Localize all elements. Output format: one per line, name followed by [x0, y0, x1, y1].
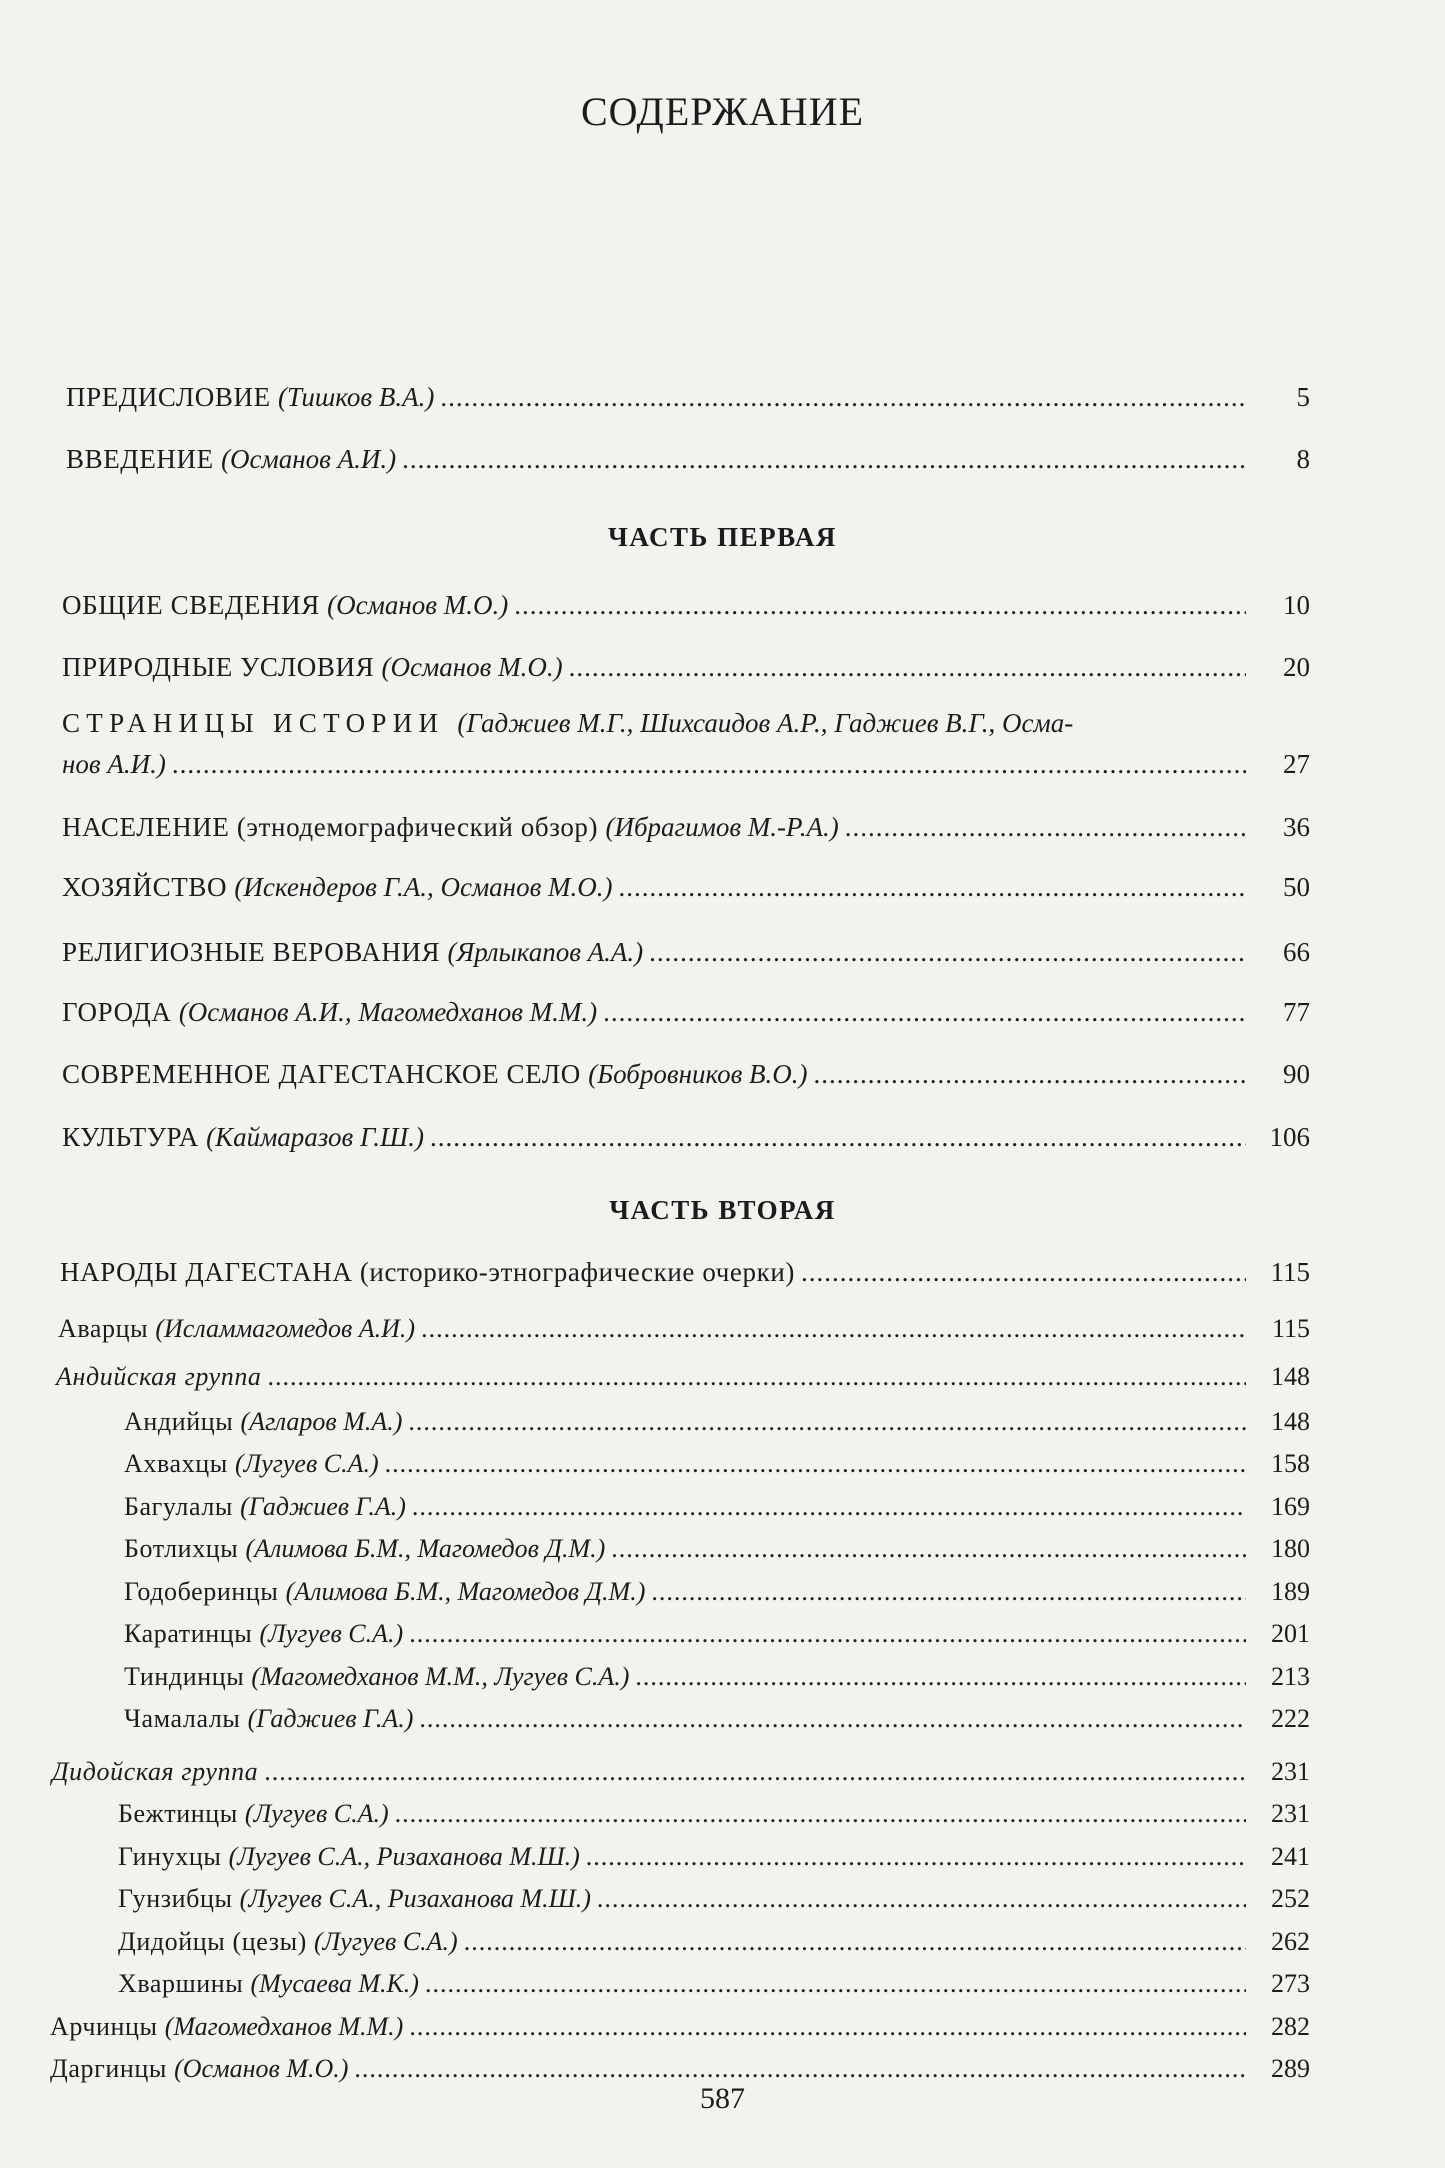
- toc-entry-label: [62, 1057, 808, 1091]
- toc-entry-page: 77: [1283, 997, 1310, 1027]
- toc-entry[interactable]: [62, 650, 1310, 684]
- toc-entry-title: Аварцы: [58, 1314, 156, 1343]
- toc-entry-authors: (Османов М.О.): [327, 590, 509, 620]
- dot-leader: [421, 1312, 1246, 1346]
- toc-entry-page: 36: [1283, 812, 1310, 842]
- toc-entry-authors: (Исламмагомедов А.И.): [155, 1314, 416, 1343]
- dot-leader: [385, 1447, 1246, 1481]
- toc-entry-page: 106: [1269, 1122, 1310, 1152]
- dot-leader: [409, 1617, 1246, 1651]
- toc-entry-title: Каратинцы: [124, 1619, 260, 1648]
- toc-entry-authors: (Лугуев С.А., Ризаханова М.Ш.): [239, 1884, 591, 1913]
- toc-entry[interactable]: [124, 1702, 1310, 1736]
- toc-entry-title: ХОЗЯЙСТВО: [62, 872, 235, 902]
- toc-entry-label: [124, 1702, 413, 1736]
- toc-entry[interactable]: [124, 1660, 1310, 1694]
- dot-leader: [514, 588, 1246, 622]
- toc-entry-title: Чамалалы: [124, 1704, 248, 1733]
- toc-entry-page: 115: [1271, 1314, 1310, 1343]
- toc-entry-page: 231: [1271, 1799, 1310, 1828]
- toc-entry-label: [62, 747, 166, 781]
- toc-entry-label: [124, 1532, 605, 1566]
- toc-entry-label: [62, 588, 508, 622]
- dot-leader: [412, 1490, 1246, 1524]
- dot-leader: [814, 1057, 1246, 1091]
- toc-entry-authors: (Каймаразов Г.Ш.): [206, 1122, 424, 1152]
- toc-entry-label: [56, 1360, 262, 1394]
- dot-leader: [586, 1840, 1246, 1874]
- dot-leader: [425, 1967, 1246, 2001]
- dot-leader: [635, 1660, 1246, 1694]
- toc-entry[interactable]: [56, 1360, 1310, 1394]
- toc-entry[interactable]: [124, 1490, 1310, 1524]
- toc-entry-title: РЕЛИГИОЗНЫЕ ВЕРОВАНИЯ: [62, 937, 448, 967]
- page-number: 587: [700, 2082, 745, 2115]
- toc-entry[interactable]: [66, 442, 1310, 476]
- toc-entry[interactable]: [62, 747, 1310, 781]
- toc-entry-label: [62, 650, 563, 684]
- toc-entry-authors: (Алимова Б.М., Магомедов Д.М.): [245, 1534, 606, 1563]
- dot-leader: [395, 1797, 1246, 1831]
- toc-entry-label: [124, 1575, 645, 1609]
- toc-entry[interactable]: [52, 1755, 1310, 1789]
- toc-entry-page: 189: [1271, 1577, 1310, 1606]
- toc-entry-first-line[interactable]: [62, 706, 1073, 740]
- toc-entry-page: 90: [1283, 1059, 1310, 1089]
- dot-leader: [409, 2010, 1246, 2044]
- toc-entry[interactable]: [124, 1447, 1310, 1481]
- toc-entry-title: ОБЩИЕ СВЕДЕНИЯ: [62, 590, 328, 620]
- toc-entry-page: 148: [1271, 1362, 1310, 1391]
- toc-entry-page: 201: [1271, 1619, 1310, 1648]
- toc-entry-label: [62, 810, 839, 844]
- dot-leader: [402, 442, 1246, 476]
- dot-leader: [845, 810, 1246, 844]
- toc-entry[interactable]: [62, 1057, 1310, 1091]
- toc-entry-title: ПРЕДИСЛОВИЕ: [66, 382, 279, 412]
- toc-entry-label: [58, 1312, 415, 1346]
- toc-entry-label: [50, 2010, 403, 2044]
- toc-entry-title: Тиндинцы: [124, 1662, 252, 1691]
- toc-entry-authors: (Гаджиев Г.А.): [240, 1492, 406, 1521]
- toc-entry[interactable]: [62, 995, 1310, 1029]
- toc-entry-title: Годоберинцы: [124, 1577, 286, 1606]
- toc-entry[interactable]: [62, 1120, 1310, 1154]
- toc-entry-page: 222: [1271, 1704, 1310, 1733]
- part-heading: ЧАСТЬ ВТОРАЯ: [609, 1195, 836, 1225]
- toc-entry-label: [124, 1447, 379, 1481]
- toc-entry[interactable]: [62, 810, 1310, 844]
- toc-entry-page: 262: [1271, 1927, 1310, 1956]
- toc-entry[interactable]: [118, 1967, 1310, 2001]
- toc-entry-label: [118, 1840, 580, 1874]
- toc-entry-label: [124, 1660, 629, 1694]
- toc-entry[interactable]: [60, 1255, 1310, 1289]
- toc-entry-authors: (Лугуев С.А.): [314, 1927, 458, 1956]
- toc-entry-page: 50: [1283, 872, 1310, 902]
- toc-entry-page: 66: [1283, 937, 1310, 967]
- toc-entry-label: [62, 870, 613, 904]
- toc-entry-page: 5: [1296, 382, 1310, 412]
- toc-entry-authors: (Гаджиев М.Г., Шихсаидов А.Р., Гаджиев В.Г., Осма-: [457, 708, 1074, 738]
- toc-entry-authors: (Мусаева М.К.): [250, 1969, 419, 1998]
- toc-entry-title: СТРАНИЦЫ ИСТОРИИ: [62, 708, 458, 738]
- toc-entry-page: 231: [1271, 1757, 1310, 1786]
- toc-entry-authors: (Лугуев С.А.): [259, 1619, 404, 1648]
- toc-entry[interactable]: [124, 1405, 1310, 1439]
- toc-entry-page: 115: [1270, 1257, 1310, 1287]
- toc-entry[interactable]: [118, 1882, 1310, 1916]
- toc-entry-title: Багулалы: [124, 1492, 241, 1521]
- dot-leader: [611, 1532, 1246, 1566]
- dot-leader: [440, 380, 1246, 414]
- dot-leader: [464, 1925, 1246, 1959]
- dot-leader: [268, 1360, 1246, 1394]
- toc-entry-page: 252: [1271, 1884, 1310, 1913]
- toc-entry-label: [118, 1925, 458, 1959]
- toc-entry-title: НАСЕЛЕНИЕ (этнодемографический обзор): [62, 812, 606, 842]
- toc-entry[interactable]: [62, 935, 1310, 969]
- toc-entry-authors: (Тишков В.А.): [278, 382, 435, 412]
- dot-leader: [603, 995, 1246, 1029]
- dot-leader: [651, 1575, 1246, 1609]
- toc-entry[interactable]: [118, 1797, 1310, 1831]
- toc-entry-label: [66, 380, 434, 414]
- toc-entry-authors: (Ярлыкапов А.А.): [447, 937, 644, 967]
- toc-entry-label: [60, 1255, 795, 1289]
- toc-entry-title: Андийская группа: [56, 1362, 262, 1391]
- toc-entry-page: 282: [1271, 2012, 1310, 2041]
- dot-leader: [408, 1405, 1246, 1439]
- toc-entry-authors: (Османов М.О.): [381, 652, 563, 682]
- toc-entry-authors: (Гаджиев Г.А.): [247, 1704, 414, 1733]
- toc-entry-title: Даргинцы: [50, 2054, 175, 2083]
- toc-entry-page: 27: [1283, 749, 1310, 779]
- toc-entry[interactable]: [58, 1312, 1310, 1346]
- toc-entry-title: ВВЕДЕНИЕ: [66, 444, 222, 474]
- toc-entry-authors: (Ибрагимов М.-Р.А.): [605, 812, 839, 842]
- toc-entry[interactable]: [124, 1575, 1310, 1609]
- toc-entry-title: ПРИРОДНЫЕ УСЛОВИЯ: [62, 652, 382, 682]
- toc-entry-authors: (Бобровников В.О.): [588, 1059, 808, 1089]
- toc-entry-page: 169: [1271, 1492, 1310, 1521]
- toc-entry-authors: (Магомедханов М.М.): [164, 2012, 404, 2041]
- dot-leader: [619, 870, 1246, 904]
- toc-entry[interactable]: [62, 870, 1310, 904]
- toc-entry[interactable]: [62, 588, 1310, 622]
- toc-entry[interactable]: [124, 1617, 1310, 1651]
- dot-leader: [419, 1702, 1246, 1736]
- dot-leader: [649, 935, 1246, 969]
- toc-entry-page: 148: [1271, 1407, 1310, 1436]
- dot-leader: [172, 747, 1246, 781]
- toc-entry-authors: (Магомедханов М.М., Лугуев С.А.): [251, 1662, 630, 1691]
- toc-entry-authors: (Лугуев С.А., Ризаханова М.Ш.): [228, 1842, 580, 1871]
- toc-entry-label: [118, 1967, 419, 2001]
- toc-entry-title: Дидойская группа: [52, 1757, 259, 1786]
- toc-entry-authors: (Алимова Б.М., Магомедов Д.М.): [285, 1577, 646, 1606]
- toc-entry-title: Хваршины: [118, 1969, 251, 1998]
- toc-entry-label: [50, 2052, 348, 2086]
- toc-entry-title: НАРОДЫ ДАГЕСТАНА (историко-этнографические очерки): [60, 1257, 795, 1287]
- part-heading: ЧАСТЬ ПЕРВАЯ: [608, 522, 837, 552]
- toc-entry[interactable]: [66, 380, 1310, 414]
- toc-entry-title: Андийцы: [124, 1407, 241, 1436]
- toc-entry[interactable]: [118, 1840, 1310, 1874]
- toc-entry-label: [62, 935, 643, 969]
- dot-leader: [430, 1120, 1246, 1154]
- toc-entry-title: Ботлихцы: [124, 1534, 246, 1563]
- toc-entry-title: Ахвахцы: [124, 1449, 235, 1478]
- toc-entry-authors: нов А.И.): [62, 749, 166, 779]
- toc-entry-label: [118, 1797, 389, 1831]
- toc-entry-page: 8: [1296, 444, 1310, 474]
- toc-entry-title: Дидойцы (цезы): [118, 1927, 315, 1956]
- toc-entry-page: 10: [1283, 590, 1310, 620]
- dot-leader: [597, 1882, 1246, 1916]
- toc-entry-title: КУЛЬТУРА: [62, 1122, 207, 1152]
- toc-entry-title: Арчинцы: [50, 2012, 165, 2041]
- toc-entry-title: Гунзибцы: [118, 1884, 240, 1913]
- toc-entry-page: 273: [1271, 1969, 1310, 1998]
- toc-entry-page: 20: [1283, 652, 1310, 682]
- toc-entry-page: 180: [1271, 1534, 1310, 1563]
- toc-entry-authors: (Лугуев С.А.): [244, 1799, 389, 1828]
- toc-entry-title: ГОРОДА: [62, 997, 179, 1027]
- page-title: СОДЕРЖАНИЕ: [580, 89, 865, 134]
- toc-entry[interactable]: [118, 1925, 1310, 1959]
- toc-entry-authors: (Искендеров Г.А., Османов М.О.): [234, 872, 613, 902]
- toc-entry-title: Гинухцы: [118, 1842, 229, 1871]
- toc-entry-label: [62, 995, 597, 1029]
- toc-entry-label: [124, 1405, 402, 1439]
- toc-entry-page: 289: [1271, 2054, 1310, 2083]
- toc-entry-authors: (Лугуев С.А.): [234, 1449, 379, 1478]
- toc-entry-label: [52, 1755, 258, 1789]
- dot-leader: [354, 2052, 1246, 2086]
- toc-entry-title: СОВРЕМЕННОЕ ДАГЕСТАНСКОЕ СЕЛО: [62, 1059, 589, 1089]
- dot-leader: [801, 1255, 1246, 1289]
- toc-entry-authors: (Османов А.И., Магомедханов М.М.): [178, 997, 598, 1027]
- toc-entry[interactable]: [50, 2052, 1310, 2086]
- toc-entry[interactable]: [124, 1532, 1310, 1566]
- toc-entry-label: [62, 1120, 424, 1154]
- toc-entry-authors: (Османов М.О.): [174, 2054, 349, 2083]
- toc-entry-label: [124, 1617, 403, 1651]
- toc-entry-page: 213: [1271, 1662, 1310, 1691]
- toc-entry-title: Бежтинцы: [118, 1799, 245, 1828]
- toc-entry[interactable]: [50, 2010, 1310, 2044]
- toc-entry-label: [124, 1490, 406, 1524]
- toc-entry-authors: (Агларов М.А.): [240, 1407, 403, 1436]
- toc-entry-label: [66, 442, 396, 476]
- toc-entry-authors: (Османов А.И.): [221, 444, 397, 474]
- toc-entry-page: 241: [1271, 1842, 1310, 1871]
- toc-entry-page: 158: [1271, 1449, 1310, 1478]
- dot-leader: [569, 650, 1246, 684]
- toc-entry-label: [118, 1882, 591, 1916]
- dot-leader: [264, 1755, 1246, 1789]
